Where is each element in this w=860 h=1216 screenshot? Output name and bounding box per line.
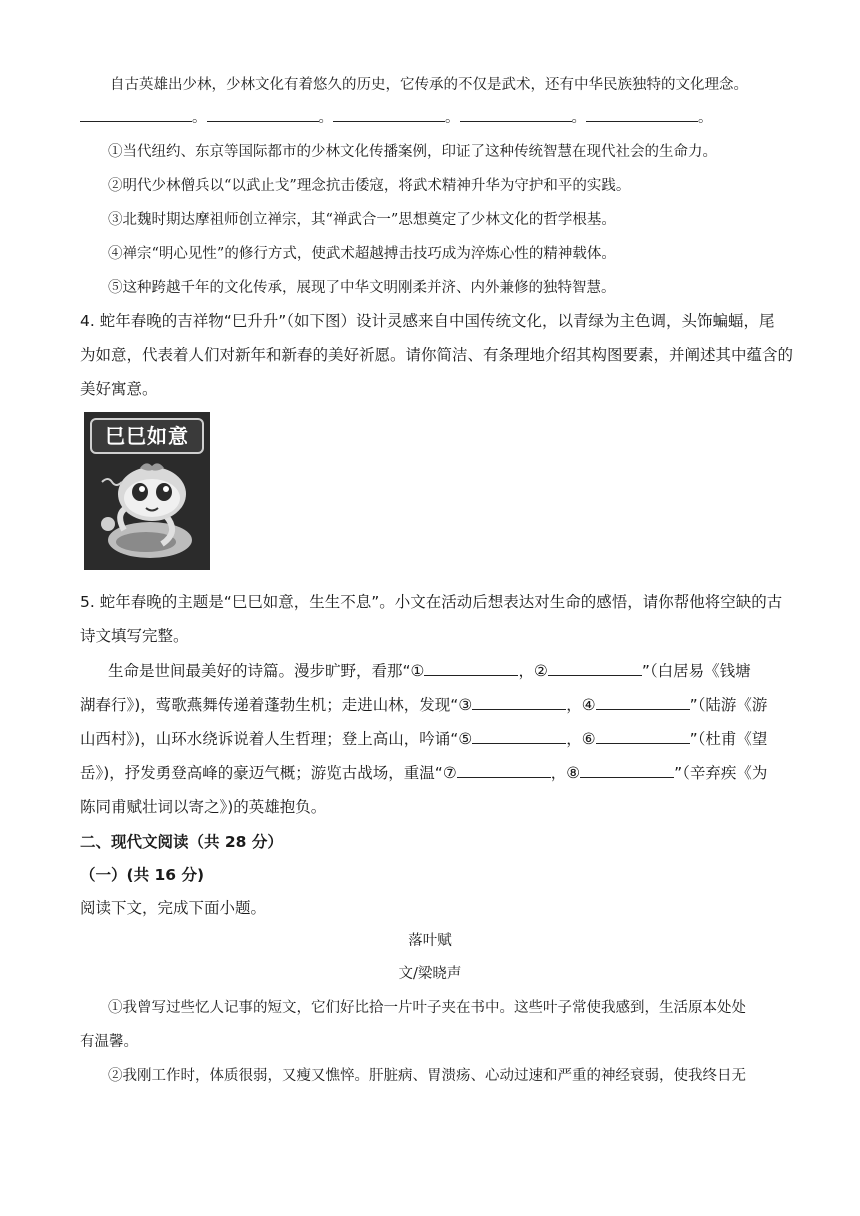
- blank-5[interactable]: [586, 107, 698, 122]
- blank-1[interactable]: [80, 107, 192, 122]
- poem-blank-8[interactable]: [580, 763, 674, 778]
- mascot-image: [84, 412, 210, 570]
- article-title: 落叶赋: [408, 933, 452, 949]
- answer-blanks: 。 。 。 。 。: [80, 107, 713, 128]
- poem-blank-1[interactable]: [424, 661, 518, 676]
- poem-para-line-4: 岳》)，抒发勇登高峰的豪迈气概；游览古战场，重温“⑦ ，⑧ ”（辛弃疾《为: [80, 764, 768, 782]
- poem-blank-3[interactable]: [472, 695, 566, 710]
- subsection-heading: （一）(共 16 分): [80, 866, 205, 884]
- poem-blank-4[interactable]: [596, 695, 690, 710]
- option-5: ⑤这种跨越千年的文化传承，展现了中华文明刚柔并济、内外兼修的独特智慧。: [108, 280, 616, 296]
- poem-blank-2[interactable]: [548, 661, 642, 676]
- option-3: ③北魏时期达摩祖师创立禅宗，其“禅武合一”思想奠定了少林文化的哲学根基。: [108, 212, 616, 228]
- q4-line-2: 为如意，代表着人们对新年和新春的美好祈愿。请你简洁、有条理地介绍其构图要素，并阐述其中蕴含的: [80, 346, 794, 364]
- figure-banner: 巳巳如意: [90, 418, 204, 454]
- option-1: ①当代纽约、东京等国际都市的少林文化传播案例，印证了这种传统智慧在现代社会的生命力。: [108, 144, 717, 160]
- article-para-2-line-1: ②我刚工作时，体质很弱，又瘦又憔悴。肝脏病、胃溃疡、心动过速和严重的神经衰弱，使我终日无: [108, 1068, 746, 1084]
- q4-line-1: 4. 蛇年春晚的吉祥物“巳升升”（如下图）设计灵感来自中国传统文化，以青绿为主色调，头饰蝙蝠，尾: [80, 312, 775, 330]
- article-para-1-line-2: 有温馨。: [80, 1034, 138, 1050]
- q4-line-3: 美好寓意。: [80, 380, 158, 398]
- poem-blank-5[interactable]: [472, 729, 566, 744]
- article-author: 文/梁晓声: [398, 966, 462, 982]
- blank-4[interactable]: [460, 107, 572, 122]
- blank-2[interactable]: [207, 107, 319, 122]
- poem-para-line-2: 湖春行》)，莺歌燕舞传递着蓬勃生机；走进山林，发现“③ ，④ ”（陆游《游: [80, 696, 768, 714]
- snake-mascot-icon: [84, 412, 210, 570]
- q5-line-1: 5. 蛇年春晚的主题是“巳巳如意，生生不息”。小文在活动后想表达对生命的感悟，请你帮他将空缺的古: [80, 593, 783, 611]
- reading-instruction: 阅读下文，完成下面小题。: [80, 899, 267, 917]
- option-2: ②明代少林僧兵以“以武止戈”理念抗击倭寇，将武术精神升华为守护和平的实践。: [108, 178, 631, 194]
- blank-3[interactable]: [333, 107, 445, 122]
- intro-sentence: 自古英雄出少林，少林文化有着悠久的历史，它传承的不仅是武术，还有中华民族独特的文化理念。: [110, 77, 748, 93]
- poem-para-line-3: 山西村》)，山环水绕诉说着人生哲理；登上高山，吟诵“⑤ ，⑥ ”（杜甫《望: [80, 730, 768, 748]
- q5-line-2: 诗文填写完整。: [80, 627, 189, 645]
- poem-para-line-1: 生命是世间最美好的诗篇。漫步旷野，看那“① ，② ”（白居易《钱塘: [108, 662, 751, 680]
- poem-para-line-5: 陈同甫赋壮词以寄之》)的英雄抱负。: [80, 798, 327, 816]
- section-heading: 二、现代文阅读（共 28 分）: [80, 833, 283, 851]
- article-para-1-line-1: ①我曾写过些忆人记事的短文，它们好比拾一片叶子夹在书中。这些叶子常使我感到，生活原本处处: [108, 1000, 746, 1016]
- poem-blank-6[interactable]: [596, 729, 690, 744]
- option-4: ④禅宗“明心见性”的修行方式，使武术超越搏击技巧成为淬炼心性的精神载体。: [108, 246, 616, 262]
- poem-blank-7[interactable]: [457, 763, 551, 778]
